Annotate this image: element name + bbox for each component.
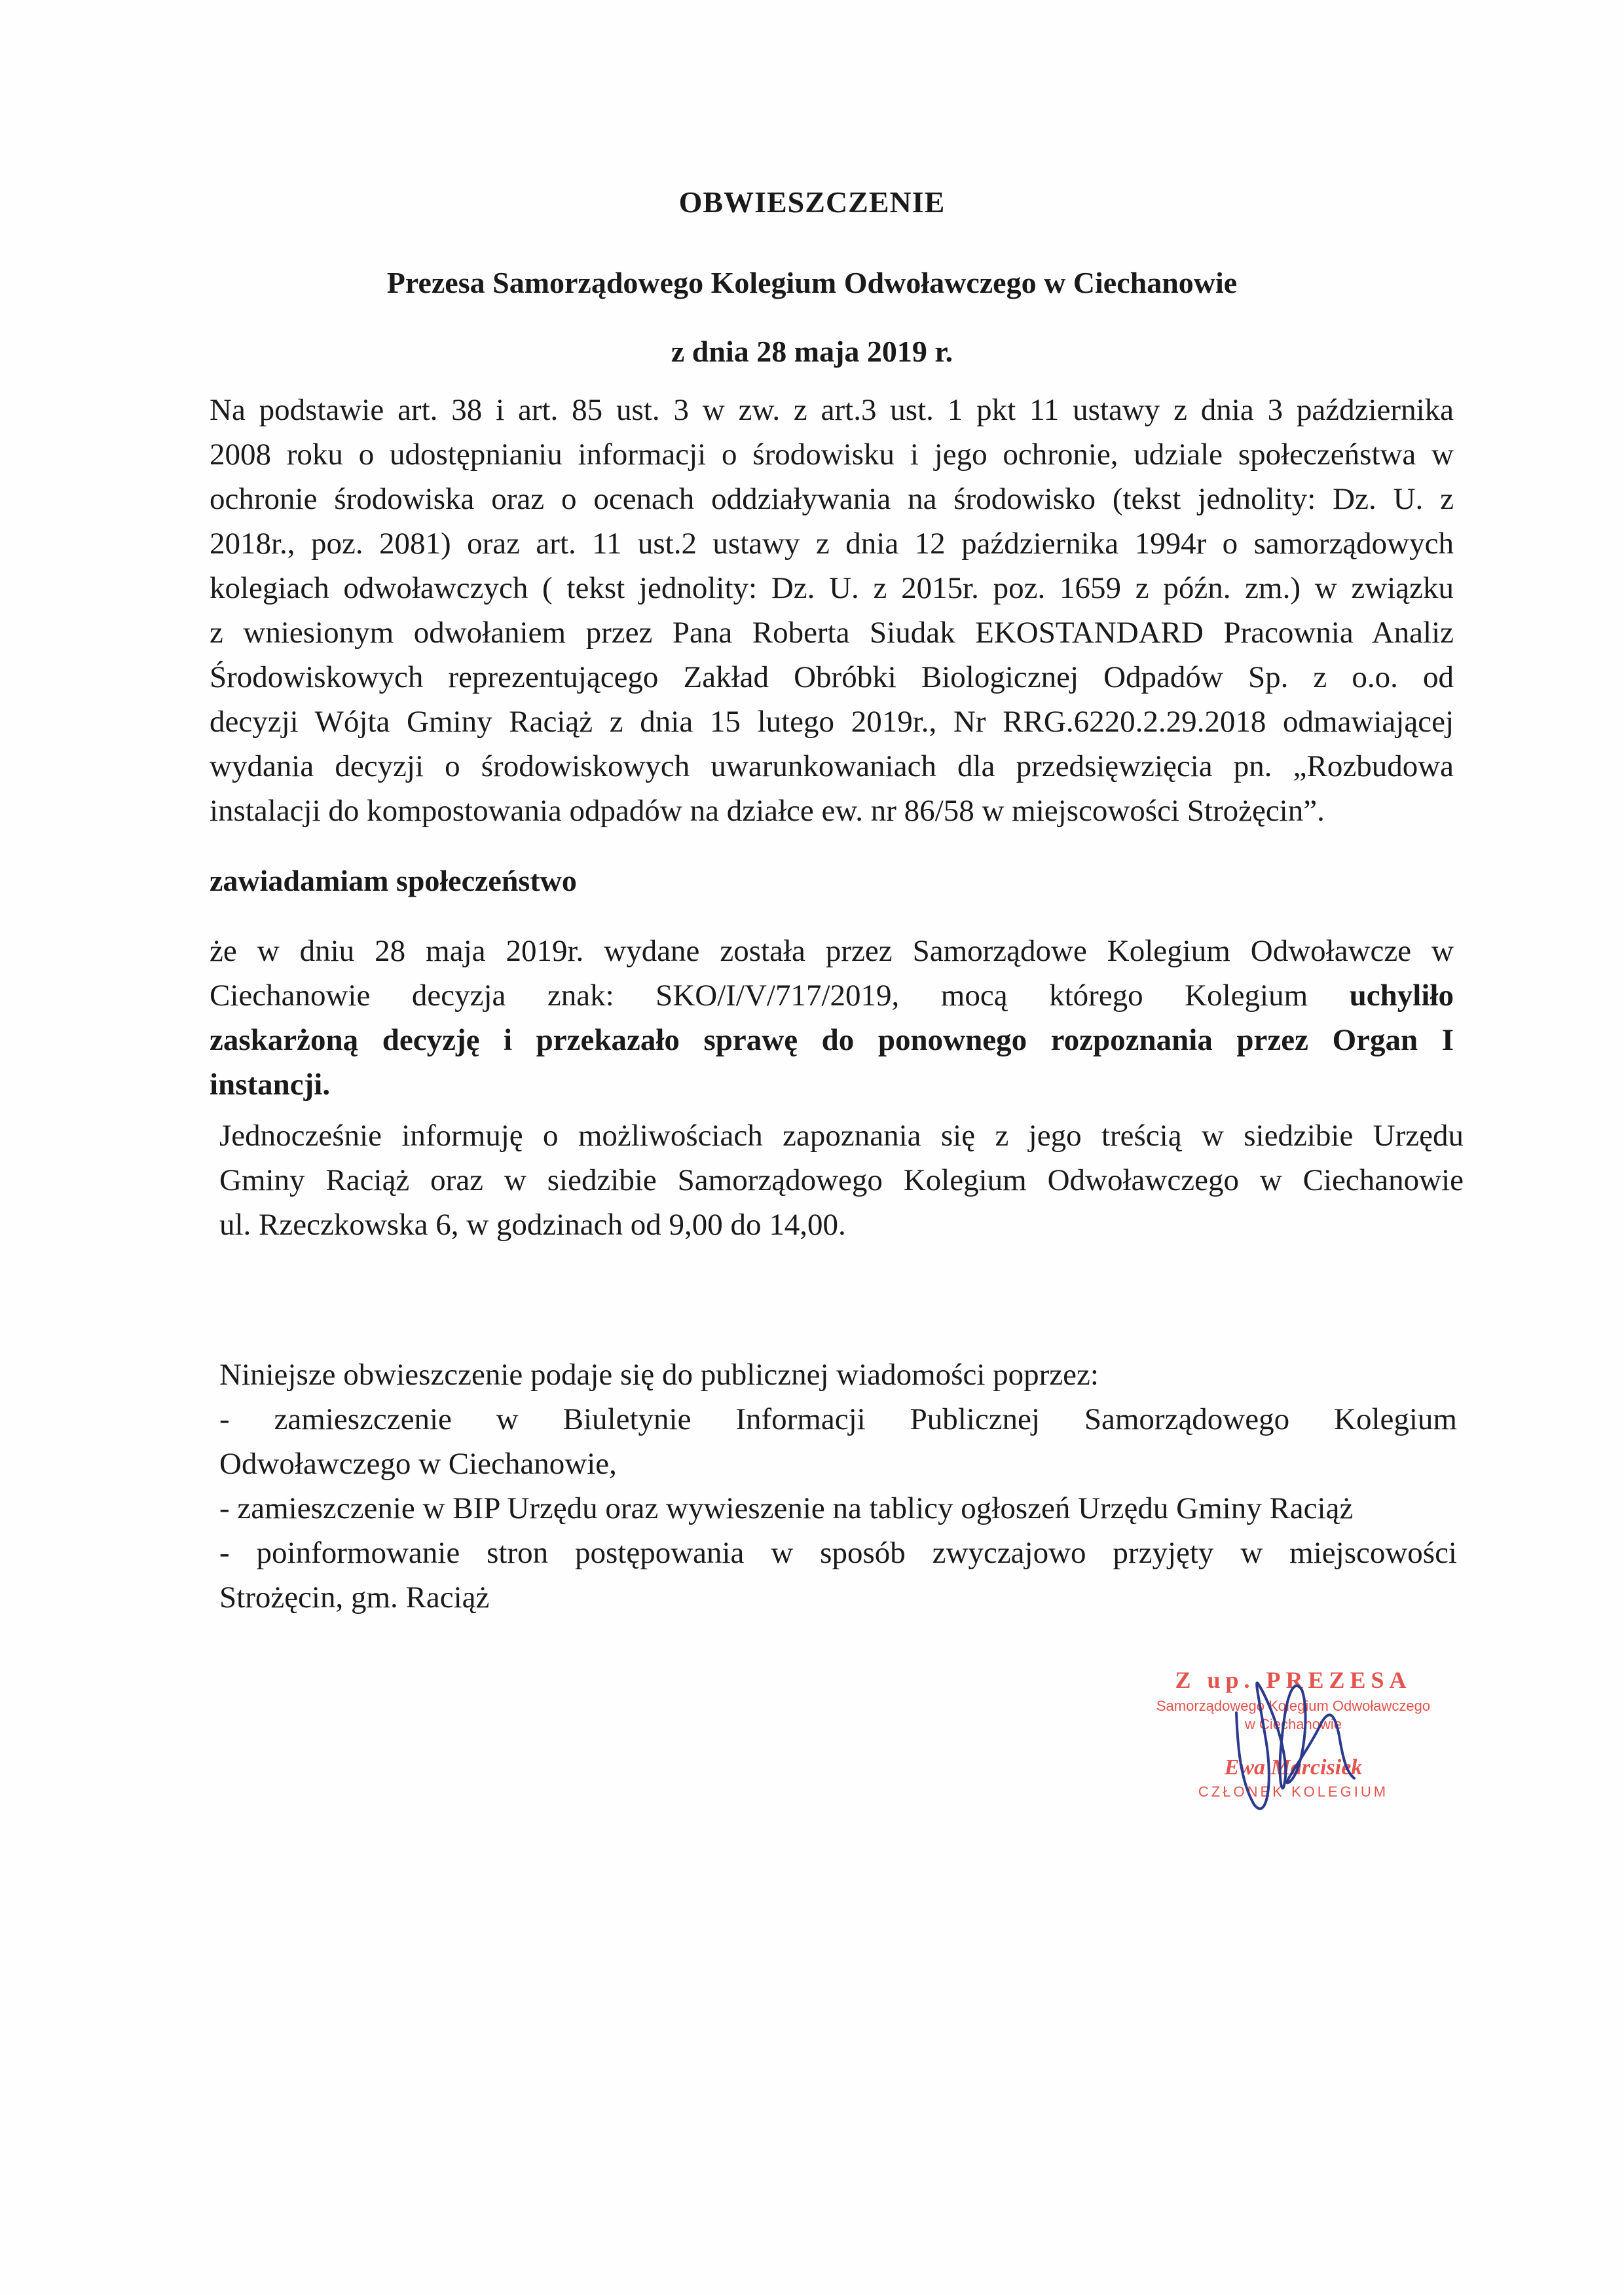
- stamp-name: Ewa Marcisiek: [1224, 1755, 1363, 1780]
- stamp-role: CZŁONEK KOLEGIUM: [1198, 1783, 1389, 1800]
- list-item: - zamieszczenie w BIP Urzędu oraz wywieszenie na tablicy ogłoszeń Urzędu Gminy Raciąż: [219, 1491, 1354, 1525]
- text-line: że w dniu 28 maja 2019r. wydane została przez Samorządowe Kolegium Odwoławcze w: [210, 934, 1454, 968]
- document-subtitle: Prezesa Samorządowego Kolegium Odwoławczego w Ciechanowie: [386, 266, 1238, 299]
- decision-paragraph: [210, 929, 1454, 1107]
- bold-line: instancji.: [210, 1068, 331, 1102]
- text-line: kolegiach odwoławczych ( tekst jednolity: Dz. U. z 2015r. poz. 1659 z późn. zm.) w związku: [210, 571, 1454, 605]
- stamp-line: Samorządowego Kolegium Odwoławczego: [1156, 1698, 1431, 1714]
- text-line: decyzji Wójta Gminy Raciąż z dnia 15 lutego 2019r., Nr RRG.6220.2.29.2018 odmawiającej: [210, 705, 1454, 739]
- text-line: Na podstawie art. 38 i art. 85 ust. 3 w zw. z art.3 ust. 1 pkt 11 ustawy z dnia 3 października: [210, 393, 1454, 427]
- legal-basis-paragraph: [210, 388, 1454, 833]
- text-line: Odwoławczego w Ciechanowie,: [219, 1447, 617, 1481]
- text-line: Gminy Raciąż oraz w siedzibie Samorządowego Kolegium Odwoławczego w Ciechanowie: [219, 1163, 1464, 1197]
- list-item: - zamieszczenie w Biuletynie Informacji Publicznej Samorządowego Kolegium: [219, 1402, 1457, 1436]
- document-date: z dnia 28 maja 2019 r.: [671, 335, 953, 368]
- stamp-line: Z up. PREZESA: [1175, 1667, 1412, 1693]
- document-title: OBWIESZCZENIE: [678, 185, 946, 219]
- text-line: [210, 973, 1454, 1018]
- publication-paragraph: [219, 1353, 1457, 1620]
- text-segment: Ciechanowie decyzja znak: SKO/I/V/717/2019, mocą którego Kolegium: [210, 979, 1308, 1013]
- text-line: instalacji do kompostowania odpadów na działce ew. nr 86/58 w miejscowości Strożęcin”.: [210, 794, 1325, 828]
- signature-icon: [1113, 1651, 1473, 1821]
- text-line: Strożęcin, gm. Raciąż: [219, 1580, 490, 1614]
- text-line: z wniesionym odwołaniem przez Pana Roberta Siudak EKOSTANDARD Pracownia Analiz: [210, 616, 1454, 650]
- list-item: - poinformowanie stron postępowania w sposób zwyczajowo przyjęty w miejscowości: [219, 1536, 1457, 1570]
- information-paragraph: [219, 1113, 1464, 1247]
- text-line: 2018r., poz. 2081) oraz art. 11 ust.2 ustawy z dnia 12 października 1994r o samorządowych: [210, 527, 1454, 561]
- text-line: wydania decyzji o środowiskowych uwarunkowaniach dla przedsięwzięcia pn. „Rozbudowa: [210, 749, 1454, 783]
- text-line: 2008 roku o udostępnianiu informacji o środowisku i jego ochronie, udziale społeczeństwa w: [210, 438, 1454, 472]
- text-line: ul. Rzeczkowska 6, w godzinach od 9,00 do 14,00.: [219, 1208, 846, 1242]
- text-line: Jednocześnie informuję o możliwościach zapoznania się z jego treścią w siedzibie Urzędu: [219, 1119, 1464, 1153]
- text-line: Środowiskowych reprezentującego Zakład Obróbki Biologicznej Odpadów Sp. z o.o. od: [210, 660, 1454, 694]
- text-line: Niniejsze obwieszczenie podaje się do publicznej wiadomości poprzez:: [219, 1358, 1099, 1392]
- text-line: ochronie środowiska oraz o ocenach oddziaływania na środowisko (tekst jednolity: Dz. U. z: [210, 482, 1454, 516]
- bold-line: zaskarżoną decyzję i przekazało sprawę do ponownego rozpoznania przez Organ I: [210, 1023, 1454, 1057]
- stamp-line: w Ciechanowie: [1245, 1716, 1342, 1732]
- notify-heading: zawiadamiam społeczeństwo: [210, 864, 577, 897]
- bold-segment: uchyliło: [1349, 979, 1454, 1013]
